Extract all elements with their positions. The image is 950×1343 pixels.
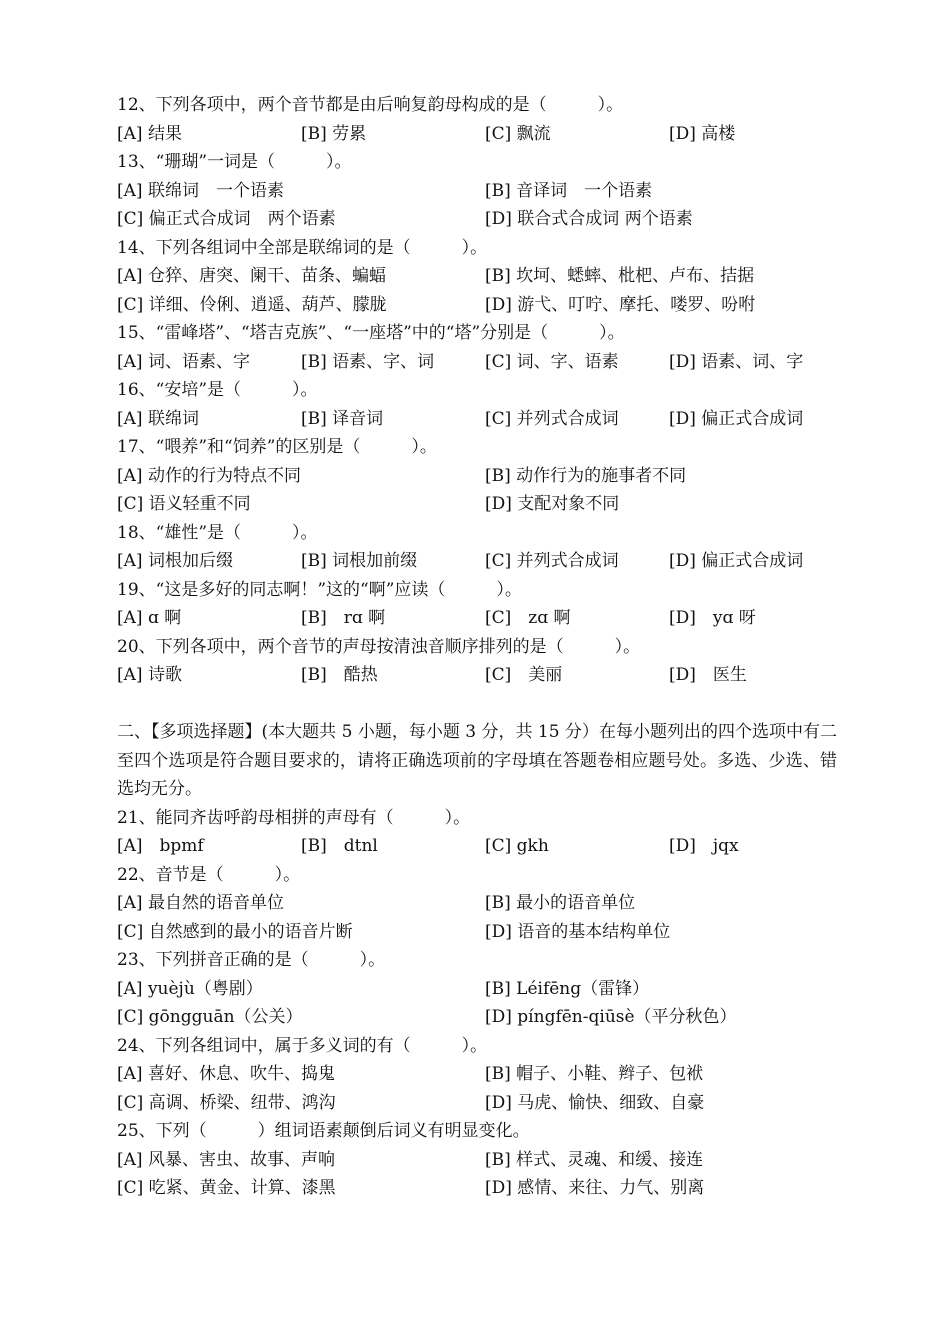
question-stem: 21、能同齐齿呼韵母相拼的声母有（ ）。 xyxy=(117,807,471,828)
options-row xyxy=(117,1146,837,1175)
option-b: [B] 坎坷、蟋蟀、枇杷、卢布、拮据 xyxy=(485,266,755,286)
option-c: [C] 语义轻重不同 xyxy=(117,494,251,514)
option-a: [A] 结果 xyxy=(117,123,182,144)
options-row xyxy=(117,405,837,434)
options-row xyxy=(117,291,837,320)
option-b: [B] 帽子、小鞋、辫子、包袱 xyxy=(485,1064,704,1084)
options-row xyxy=(117,348,837,377)
option-a: [A] ɑ 啊 xyxy=(117,608,182,628)
question-stem: 12、下列各项中，两个音节都是由后响复韵母构成的是（ ）。 xyxy=(117,95,624,115)
option-b: [B] rɑ 啊 xyxy=(301,608,386,628)
option-a: [A] 联绵词 xyxy=(117,408,199,429)
question-stem: 24、下列各组词中，属于多义词的有（ ）。 xyxy=(117,1035,488,1056)
options-row xyxy=(117,120,837,149)
option-a: [A] 联绵词 一个语素 xyxy=(117,180,284,201)
options-row xyxy=(117,832,837,861)
option-c: [C] 高调、桥梁、纽带、鸿沟 xyxy=(117,1092,336,1113)
options-row xyxy=(117,262,837,291)
option-d: [D] 高楼 xyxy=(669,123,736,144)
options-row xyxy=(117,918,837,947)
question-stem: 13、“珊瑚”一词是（ ）。 xyxy=(117,152,352,172)
options-row xyxy=(117,547,837,576)
question-stem: 22、音节是（ ）。 xyxy=(117,864,301,885)
option-b: [B] 词根加前缀 xyxy=(301,551,418,571)
option-c: [C] gōngguān（公关） xyxy=(117,1007,303,1027)
option-a: [A] 风暴、害虫、故事、声响 xyxy=(117,1149,335,1170)
section-spacer xyxy=(117,690,837,719)
options-row xyxy=(117,661,837,690)
option-a: [A] 诗歌 xyxy=(117,665,182,685)
options-row xyxy=(117,462,837,491)
option-d: [D] 偏正式合成词 xyxy=(669,408,804,429)
section2-intro: 二、【多项选择题】(本大题共 5 小题，每小题 3 分，共 15 分）在每小题列出的四个选项中有二至四个选项是符合题目要求的，请将正确选项前的字母填在答题卷相应题号处。多选、少选、错选均无分。 xyxy=(117,722,837,799)
option-d: [D] yɑ 呀 xyxy=(669,608,756,628)
single-choice-questions xyxy=(117,91,837,690)
option-c: [C] 吃紧、黄金、计算、漆黑 xyxy=(117,1178,336,1198)
option-d: [D] 医生 xyxy=(669,665,747,685)
options-row xyxy=(117,205,837,234)
option-c: [C] 并列式合成词 xyxy=(485,551,619,571)
option-d: [D] 支配对象不同 xyxy=(485,494,620,514)
option-b: [B] dtnl xyxy=(301,836,378,856)
question-stem: 20、下列各项中，两个音节的声母按清浊音顺序排列的是（ ）。 xyxy=(117,636,641,657)
option-d: [D] 偏正式合成词 xyxy=(669,551,804,571)
option-d: [D] 感情、来往、力气、别离 xyxy=(485,1178,705,1198)
question-stem: 16、“安培”是（ ）。 xyxy=(117,380,318,400)
exam-page xyxy=(117,91,837,1203)
option-d: [D] 语音的基本结构单位 xyxy=(485,921,671,942)
options-row xyxy=(117,1174,837,1203)
option-b: [B] 最小的语音单位 xyxy=(485,893,636,913)
question-stem: 25、下列（ ）组词语素颠倒后词义有明显变化。 xyxy=(117,1121,530,1141)
question-stem: 18、“雄性”是（ ）。 xyxy=(117,522,318,543)
multiple-choice-questions xyxy=(117,804,837,1203)
option-d: [D] 游弋、叮咛、摩托、喽罗、吩咐 xyxy=(485,294,756,315)
option-a: [A] 词根加后缀 xyxy=(117,551,233,571)
option-b: [B] 样式、灵魂、和缓、接连 xyxy=(485,1149,704,1170)
options-row xyxy=(117,1060,837,1089)
option-a: [A] 动作的行为特点不同 xyxy=(117,465,301,486)
options-row xyxy=(117,490,837,519)
option-c: [C] 自然感到的最小的语音片断 xyxy=(117,921,353,942)
option-d: [D] píngfēn-qiūsè（平分秋色） xyxy=(485,1007,737,1027)
options-row xyxy=(117,177,837,206)
option-b: [B] 译音词 xyxy=(301,408,384,429)
option-c: [C] 飘流 xyxy=(485,123,551,144)
option-c: [C] gkh xyxy=(485,836,549,856)
question-stem: 14、下列各组词中全部是联绵词的是（ ）。 xyxy=(117,237,488,258)
question-stem: 15、“雷峰塔”、“塔吉克族”、“一座塔”中的“塔”分别是（ ）。 xyxy=(117,323,625,343)
option-a: [A] yuèjù（粤剧） xyxy=(117,978,263,999)
option-c: [C] 词、字、语素 xyxy=(485,351,619,372)
option-a: [A] 仓猝、唐突、阑干、苗条、蝙蝠 xyxy=(117,266,386,286)
option-c: [C] 并列式合成词 xyxy=(485,408,619,429)
option-d: [D] 语素、词、字 xyxy=(669,351,804,372)
option-c: [C] 美丽 xyxy=(485,665,563,685)
option-d: [D] 马虎、愉快、细致、自豪 xyxy=(485,1092,705,1113)
option-d: [D] jqx xyxy=(669,836,739,856)
option-b: [B] 劳累 xyxy=(301,123,367,144)
options-row xyxy=(117,975,837,1004)
options-row xyxy=(117,1003,837,1032)
option-c: [C] zɑ 啊 xyxy=(485,608,571,628)
option-b: [B] 语素、字、词 xyxy=(301,351,435,372)
option-a: [A] 最自然的语音单位 xyxy=(117,893,284,913)
option-d: [D] 联合式合成词 两个语素 xyxy=(485,209,693,229)
options-row xyxy=(117,889,837,918)
option-a: [A] 喜好、休息、吹牛、捣鬼 xyxy=(117,1064,335,1084)
option-a: [A] 词、语素、字 xyxy=(117,351,250,372)
question-stem: 19、“这是多好的同志啊！”这的“啊”应读（ ）。 xyxy=(117,579,522,600)
option-b: [B] Léifēng（雷锋） xyxy=(485,978,650,999)
option-b: [B] 酷热 xyxy=(301,665,378,685)
option-b: [B] 动作行为的施事者不同 xyxy=(485,465,687,486)
options-row xyxy=(117,1089,837,1118)
question-stem: 23、下列拼音正确的是（ ）。 xyxy=(117,950,386,970)
option-b: [B] 音译词 一个语素 xyxy=(485,180,653,201)
options-row xyxy=(117,604,837,633)
question-stem: 17、“喂养”和“饲养”的区别是（ ）。 xyxy=(117,437,437,457)
option-c: [C] 偏正式合成词 两个语素 xyxy=(117,209,336,229)
option-a: [A] bpmf xyxy=(117,836,204,856)
option-c: [C] 详细、伶俐、逍遥、葫芦、朦胧 xyxy=(117,294,387,315)
